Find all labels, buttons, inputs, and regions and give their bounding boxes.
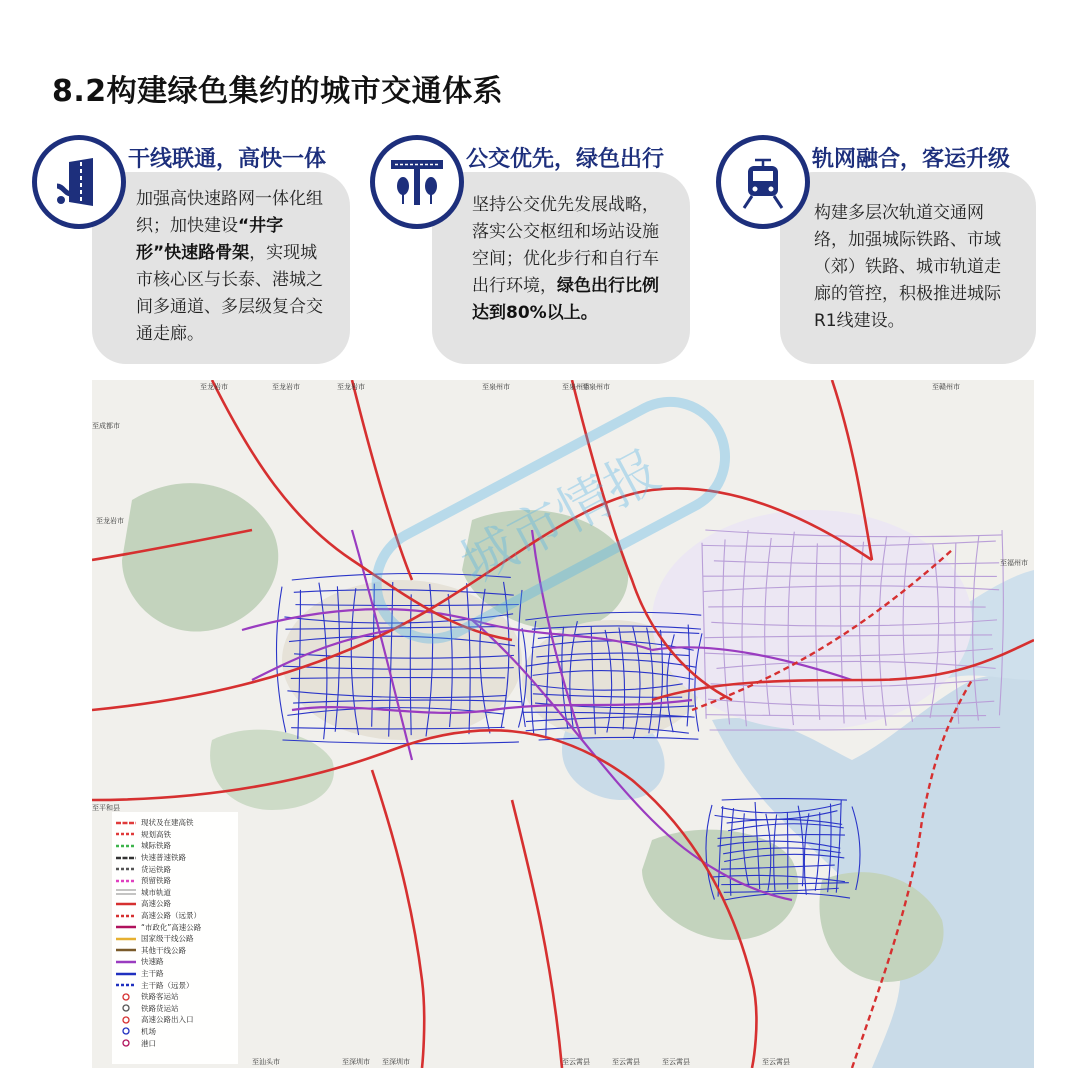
legend-swatch [116, 855, 136, 861]
legend-item [116, 863, 234, 875]
legend-label: 预留铁路 [141, 876, 171, 886]
legend-label: 快速路 [141, 957, 164, 967]
map-place-label: 至成都市 [92, 422, 120, 430]
legend-label: 铁路客运站 [141, 992, 179, 1002]
legend-swatch [116, 901, 136, 907]
legend-label: 高速公路出入口 [141, 1015, 194, 1025]
legend-label: 快速普速铁路 [141, 853, 186, 863]
card-3-heading: 轨网融合，客运升级 [812, 147, 1011, 172]
map-place-label: 至龙岩市 [200, 383, 228, 391]
legend-item [116, 898, 234, 910]
legend-item [116, 829, 234, 841]
legend-label: 铁路货运站 [141, 1003, 179, 1013]
card-2-body [432, 172, 690, 364]
watermark-text: 城市情报 [450, 438, 671, 596]
card-3-body [780, 172, 1036, 364]
legend-swatch [116, 959, 136, 965]
card-2-text: 绿色出行比例达到80%以上。 [472, 276, 659, 323]
card-3-text: 构建多层次轨道交通网络，加强城际铁路、市域（郊）铁路、城市轨道走廊的管控，积极推进城际R1线建设。 [814, 203, 1001, 331]
map-place-label: 至泉州市 [482, 383, 510, 391]
legend-item [116, 1003, 234, 1015]
map-place-label: 至云霄县 [762, 1058, 790, 1066]
legend-item [116, 1037, 234, 1049]
legend-swatch [116, 820, 136, 826]
legend-swatch [116, 913, 136, 919]
legend-swatch [116, 889, 136, 895]
map-place-label: 至深圳市 [342, 1058, 370, 1066]
legend-label: 高速公路 [141, 899, 171, 909]
map-place-label: 至泉州市 [582, 383, 610, 391]
legend-item [116, 852, 234, 864]
legend-item [116, 1014, 234, 1026]
legend-item [116, 945, 234, 957]
card-1-body [92, 172, 350, 364]
map-place-label: 至云霄县 [612, 1058, 640, 1066]
card-1-text: ，实现城市核心区与长泰、港城之间多通道、多层级复合交通走廊。 [136, 243, 323, 344]
map-place-label: 至平和县 [92, 804, 120, 812]
highway-interchange-icon [32, 135, 126, 229]
legend-label: 港口 [141, 1038, 156, 1048]
trunk-road [282, 740, 518, 744]
legend-label: “市政化”高速公路 [141, 922, 202, 932]
map-place-label: 至云霄县 [662, 1058, 690, 1066]
legend-item [116, 921, 234, 933]
map-place-label: 至龙岩市 [272, 383, 300, 391]
card-1-text: 加强高快速路网一体化组织；加快建设 [136, 189, 323, 236]
map-place-label: 至福州市 [1000, 559, 1028, 567]
legend-item [116, 840, 234, 852]
legend-item [116, 875, 234, 887]
legend-label: 主干路（远景） [141, 980, 194, 990]
train-icon [716, 135, 810, 229]
card-2-text: 坚持公交优先发展战略，落实公交枢纽和场站设施空间；优化步行和自行车出行环境， [472, 195, 659, 296]
green-area [122, 483, 278, 631]
map-place-label: 至云霄县 [562, 1058, 590, 1066]
legend-swatch [116, 1005, 136, 1011]
card-1-text: “井字形”快速路骨架 [136, 216, 284, 263]
legend-label: 主干路 [141, 969, 164, 979]
map-place-label: 至龙岩市 [337, 383, 365, 391]
card-2-heading: 公交优先，绿色出行 [466, 147, 665, 172]
urban-area [652, 510, 972, 730]
legend-swatch [116, 994, 136, 1000]
map-place-label: 至深圳市 [382, 1058, 410, 1066]
legend-swatch [116, 936, 136, 942]
legend-swatch [116, 1017, 136, 1023]
legend-label: 城际铁路 [141, 841, 171, 851]
legend-item [116, 910, 234, 922]
legend-item [116, 887, 234, 899]
legend-item [116, 968, 234, 980]
legend-item [116, 991, 234, 1003]
legend-label: 现状及在建高铁 [141, 818, 194, 828]
legend-item [116, 933, 234, 945]
legend-swatch [116, 982, 136, 988]
legend-swatch [116, 831, 136, 837]
bus-stop-icon [370, 135, 464, 229]
map-place-label: 至赣州市 [932, 383, 960, 391]
legend-swatch [116, 971, 136, 977]
map-legend [112, 812, 238, 1064]
map-place-label: 至龙岩市 [96, 517, 124, 525]
legend-label: 其他干线公路 [141, 945, 186, 955]
highway [372, 770, 424, 1068]
page-title: 8.2构建绿色集约的城市交通体系 [52, 74, 504, 109]
legend-swatch [116, 866, 136, 872]
map-place-label: 至泉州市 [562, 383, 590, 391]
legend-swatch [116, 878, 136, 884]
legend-label: 城市轨道 [141, 887, 171, 897]
legend-label: 机场 [141, 1026, 156, 1036]
legend-item [116, 956, 234, 968]
legend-item [116, 817, 234, 829]
legend-swatch [116, 924, 136, 930]
legend-item [116, 979, 234, 991]
legend-swatch [116, 843, 136, 849]
map-place-label: 至汕头市 [252, 1058, 280, 1066]
legend-label: 货运铁路 [141, 864, 171, 874]
legend-swatch [116, 1040, 136, 1046]
legend-item [116, 1026, 234, 1038]
legend-label: 国家级干线公路 [141, 934, 194, 944]
legend-label: 规划高铁 [141, 829, 171, 839]
legend-swatch [116, 947, 136, 953]
card-1-heading: 干线联通，高快一体 [128, 147, 327, 172]
legend-label: 高速公路（远景） [141, 911, 201, 921]
highway [512, 800, 562, 1068]
legend-swatch [116, 1028, 136, 1034]
